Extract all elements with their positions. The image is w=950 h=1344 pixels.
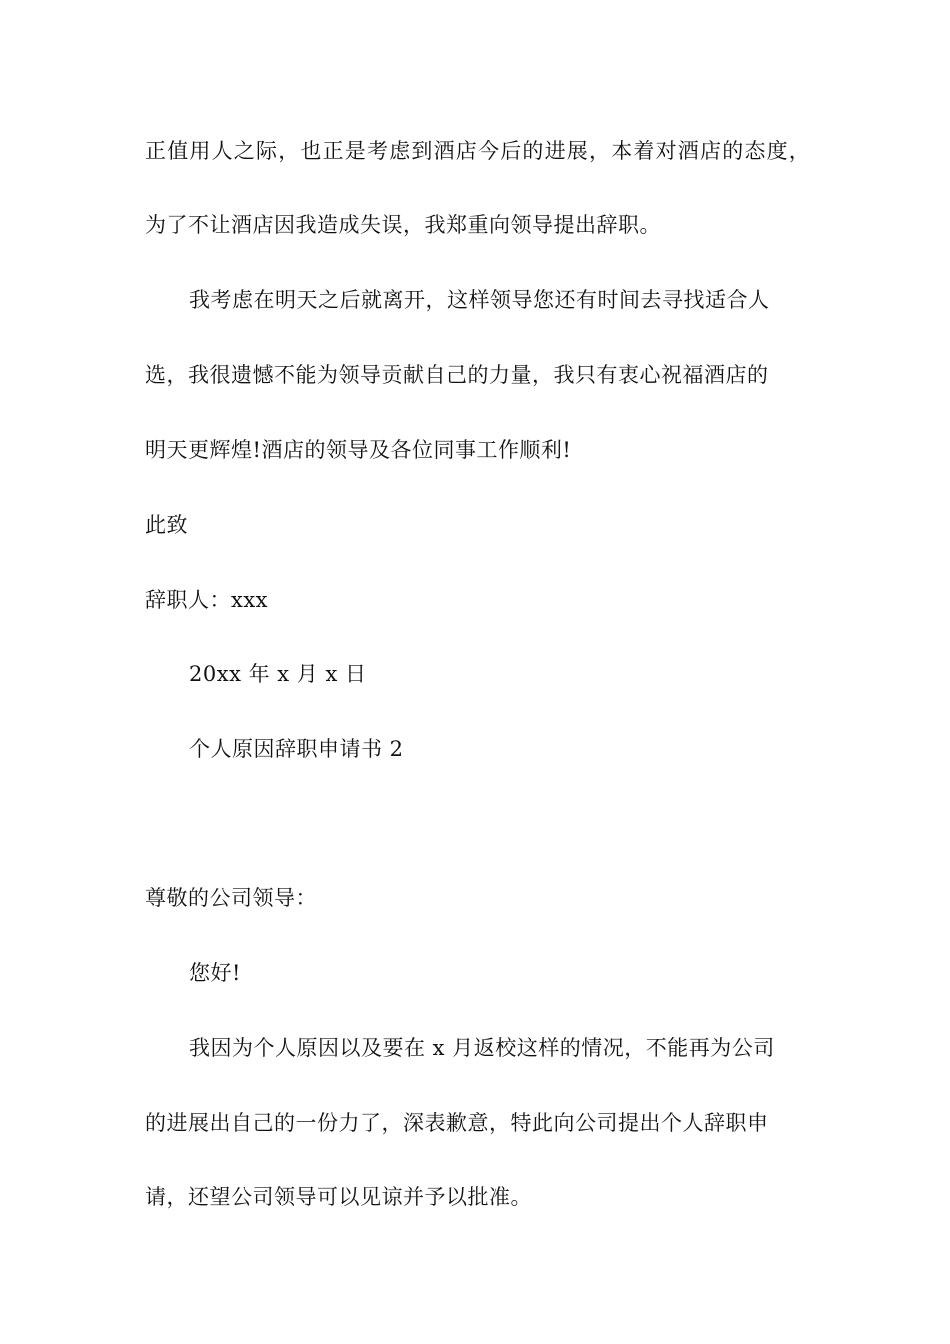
paragraph-line: 我考虑在明天之后就离开，这样领导您还有时间去寻找适合人 xyxy=(189,288,770,312)
paragraph-line: 请，还望公司领导可以见谅并予以批准。 xyxy=(145,1185,532,1209)
paragraph-line: 正值用人之际，也正是考虑到酒店今后的进展，本着对酒店的态度， xyxy=(145,139,811,163)
greeting-hello: 您好! xyxy=(189,961,241,985)
paragraph-line: 为了不让酒店因我造成失误，我郑重向领导提出辞职。 xyxy=(145,213,661,237)
paragraph-line: 选，我很遗憾不能为领导贡献自己的力量，我只有衷心祝福酒店的 xyxy=(145,363,769,387)
date-line: 20xx 年 x 月 x 日 xyxy=(189,662,367,686)
paragraph-line: 的进展出自己的一份力了，深表歉意，特此向公司提出个人辞职申 xyxy=(145,1111,769,1135)
signature-line: 辞职人：xxx xyxy=(145,588,269,612)
greeting-line: 尊敬的公司领导： xyxy=(145,886,317,910)
paragraph-line: 明天更辉煌!酒店的领导及各位同事工作顺利! xyxy=(145,438,572,462)
closing-salutation: 此致 xyxy=(145,513,188,537)
section-title: 个人原因辞职申请书 2 xyxy=(189,737,404,761)
paragraph-line: 我因为个人原因以及要在 x 月返校这样的情况，不能再为公司 xyxy=(189,1036,775,1060)
